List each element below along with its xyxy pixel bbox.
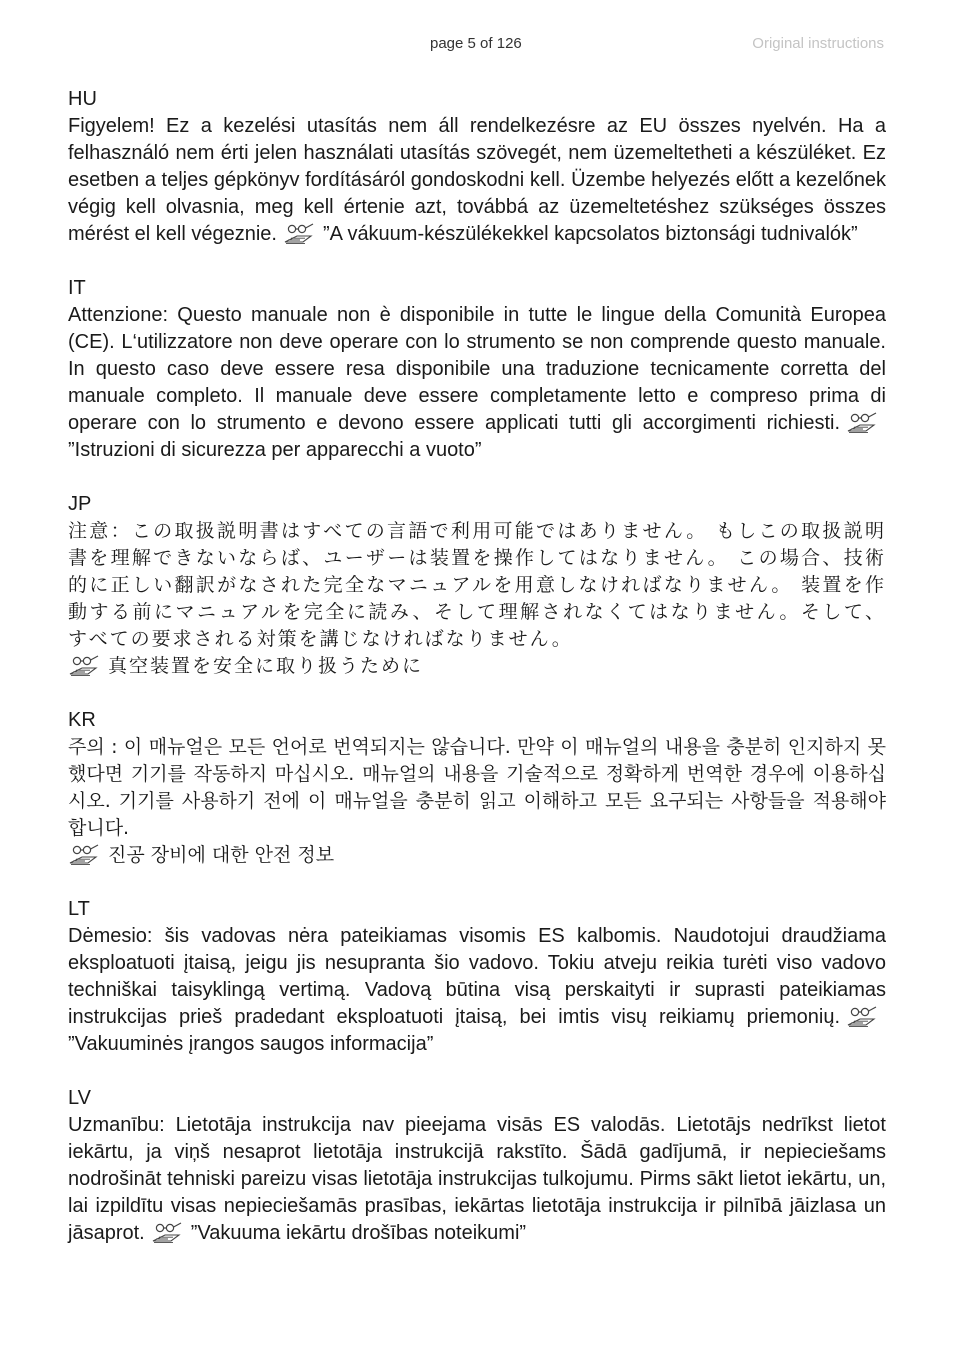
read-manual-icon <box>68 844 102 866</box>
notice-text <box>68 113 886 248</box>
original-instructions-label: Original instructions <box>752 35 884 52</box>
notice-reference-line <box>68 842 886 869</box>
section-lv <box>68 1085 886 1247</box>
language-code: HU <box>68 88 97 110</box>
safety-reference: ”Istruzioni di sicurezza per apparecchi a vuoto” <box>68 439 482 461</box>
language-notices <box>68 86 886 1274</box>
language-code: JP <box>68 493 92 515</box>
notice-text <box>68 302 886 464</box>
notice-body: Figyelem! Ez a kezelési utasítás nem áll rendelkezésre az EU összes nyelvén. Ha a felhasználó nem érti jelen használati utasítás szövegét, nem üzemeltetheti a készüléket. Ez esetben a teljes gépkönyv fordításáról gondoskodni kell. Üzembe helyezés előtt a kezelőnek végig kell olvasnia, meg kell értenie azt, továbbá az üzemeltetéshez szükséges összes mérést el kell végeznie. <box>68 115 886 245</box>
safety-reference: ”A vákuum-készülékekkel kapcsolatos biztonsági tudnivalók” <box>322 223 858 245</box>
read-manual-icon <box>846 1006 880 1028</box>
safety-reference: 진공 장비에 대한 안전 정보 <box>108 844 335 866</box>
page-number: page 5 of 126 <box>430 35 522 52</box>
notice-text <box>68 1112 886 1247</box>
notice-body: 注意：この取扱説明書はすべての言語で利用可能ではありません。 もしこの取扱説明書を理解できないならば、ユーザーは装置を操作してはなりません。 この場合、技術的に正しい翻訳がなされた完全なマニュアルを用意しなければなりません。 装置を作動する前にマニュアルを完全に読み、そして理解されなくてはなりません。そして、すべての要求される対策を講じなければなりません。 <box>68 520 886 650</box>
safety-reference: 真空装置を安全に取り扱うために <box>108 655 424 677</box>
safety-reference: ”Vakuuma iekārtu drošības noteikumi” <box>190 1222 527 1244</box>
section-lt <box>68 896 886 1058</box>
read-manual-icon <box>151 1222 185 1244</box>
safety-reference: ”Vakuuminės įrangos saugos informacija” <box>68 1033 434 1055</box>
section-jp <box>68 491 886 680</box>
page-header <box>0 35 954 55</box>
language-code: LT <box>68 898 90 920</box>
section-kr <box>68 707 886 869</box>
section-hu <box>68 86 886 248</box>
section-it <box>68 275 886 464</box>
read-manual-icon <box>68 655 102 677</box>
notice-body: Dėmesio: šis vadovas nėra pateikiamas visomis ES kalbomis. Naudotojui draudžiama eksploatuoti įtaisą, jeigu jis nesupranta šio vadovo. Tokiu atveju reikia turėti viso vadovo techniškai taisyklingą vertimą. Vadovą būtina visą perskaityti ir suprasti pateikiamas instrukcijas prieš pradedant eksploatuoti įtaisą, bei imtis visų reikiamų priemonių. <box>68 925 886 1028</box>
language-code: IT <box>68 277 86 299</box>
notice-body: Attenzione: Questo manuale non è disponibile in tutte le lingue della Comunità Europea (CE). L‘utilizzatore non deve operare con lo strumento se non comprende questo manuale. In questo caso deve essere resa disponibile una traduzione tecnicamente corretta del manuale completo. Il manuale deve essere completamente letto e compreso prima di operare con lo strumento e devono essere applicati tutti gli accorgimenti richiesti. <box>68 304 886 434</box>
notice-body: 주의 : 이 매뉴얼은 모든 언어로 번역되지는 않습니다. 만약 이 매뉴얼의 내용을 충분히 인지하지 못했다면 기기를 작동하지 마십시오. 매뉴얼의 내용을 기술적으로 정확하게 번역한 경우에 이용하십시오. 기기를 사용하기 전에 이 매뉴얼을 충분히 읽고 이해하고 모든 요구되는 사항들을 적용해야 합니다. <box>68 736 886 839</box>
notice-reference-line <box>68 653 886 680</box>
language-code: LV <box>68 1087 91 1109</box>
language-code: KR <box>68 709 96 731</box>
read-manual-icon <box>846 412 880 434</box>
read-manual-icon <box>283 223 317 245</box>
notice-text <box>68 923 886 1058</box>
notice-body: Uzmanību: Lietotāja instrukcija nav pieejama visās ES valodās. Lietotājs nedrīkst lietot iekārtu, ja viņš nesaprot lietotāja instrukcijā rakstīto. Šādā gadījumā, ir nepieciešams nodrošināt tehniski pareizu visas lietotāja instrukcijas tulkojumu. Pirms sākt lietot iekārtu, un, lai izpildītu visas nepieciešamās prasības, iekārtas lietotāja instrukcija ir pilnībā jāizlasa un jāsaprot. <box>68 1114 886 1244</box>
